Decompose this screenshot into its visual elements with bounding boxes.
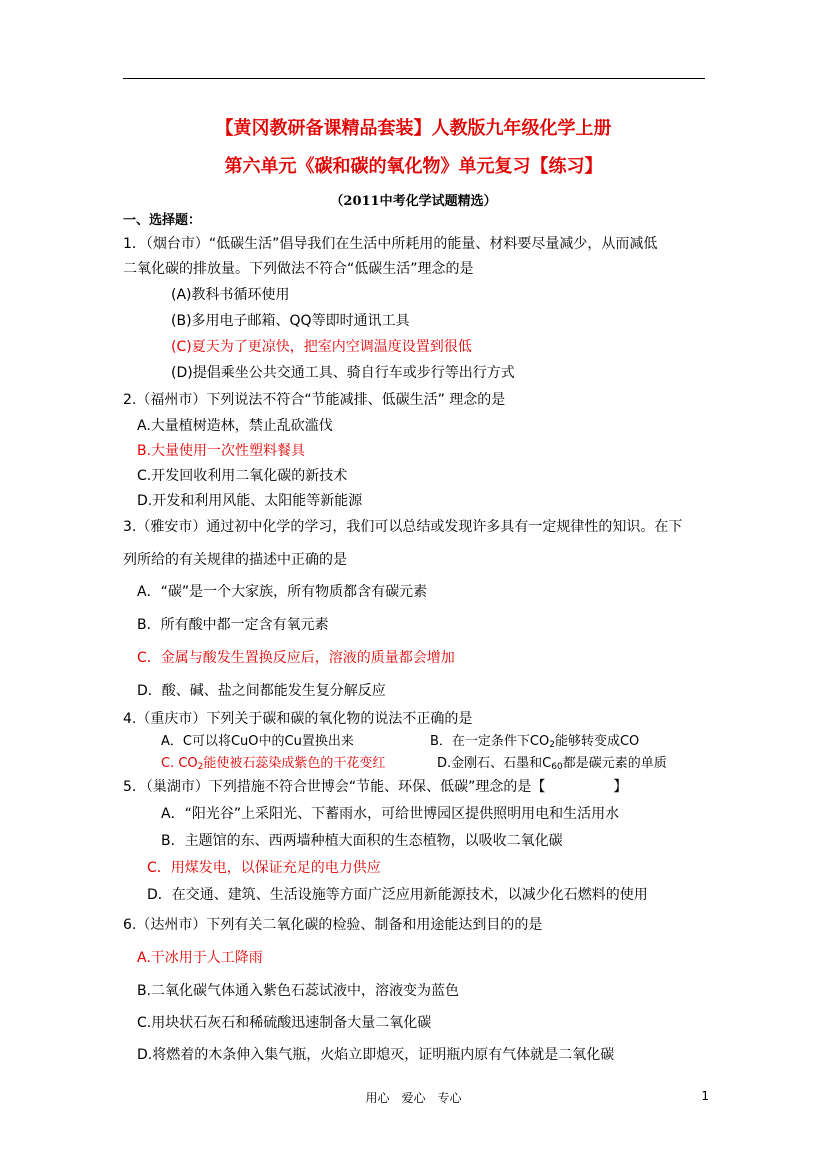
q4-option-b-text: B．在一定条件下CO — [430, 734, 550, 749]
document-subtitle: （2011中考化学试题精选） — [330, 194, 497, 209]
q6-option-b: B.二氧化碳气体通入紫色石蕊试液中，溶液变为蓝色 — [137, 983, 460, 999]
q1-option-b: (B)多用电子邮箱、QQ等即时通讯工具 — [171, 313, 410, 329]
q5-stem — [123, 778, 627, 796]
q4-option-d-subscript: 60 — [551, 762, 563, 772]
q4-stem: 4.（重庆市）下列关于碳和碳的氧化物的说法不正确的是 — [123, 711, 473, 727]
page-number: 1 — [701, 1089, 709, 1103]
q6-option-a-answer: A.干冰用于人工降雨 — [137, 950, 263, 966]
document-unit-title: 第六单元《碳和碳的氧化物》单元复习【练习】 — [224, 156, 603, 177]
q1-stem-line2: 二氧化碳的排放量。下列做法不符合“低碳生活”理念的是 — [123, 261, 474, 277]
q4-option-b — [430, 733, 639, 754]
q6-stem: 6.（达州市）下列有关二氧化碳的检验、制备和用途能达到目的的是 — [123, 917, 543, 933]
q4-option-c-subscript: 2 — [197, 762, 204, 772]
footer-motto: 用心 爱心 专心 — [365, 1091, 462, 1105]
q1-option-d: (D)提倡乘坐公共交通工具、骑自行车或步行等出行方式 — [171, 365, 515, 381]
q4-option-a-text: A．C可以将CuO中的Cu置换出来 — [161, 734, 354, 749]
q4-option-d — [437, 755, 667, 776]
q4-option-c-text: C. CO — [161, 756, 198, 771]
q1-stem-line1: 1．（烟台市）“低碳生活”倡导我们在生活中所耗用的能量、材料要尽量减少，从而减低 — [123, 236, 658, 252]
header-rule — [123, 78, 705, 79]
q4-option-b-subscript: 2 — [549, 740, 555, 750]
q5-option-a: A．“阳光谷”上采阳光、下蓄雨水，可给世博园区提供照明用电和生活用水 — [161, 806, 620, 822]
q2-option-d: D.开发和利用风能、太阳能等新能源 — [137, 493, 363, 509]
q5-option-b: B．主题馆的东、西两墙种植大面积的生态植物，以吸收二氧化碳 — [161, 833, 563, 849]
q4-option-d-text-end: 都是碳元素的单质 — [562, 756, 667, 771]
section-heading: 一、选择题： — [123, 213, 202, 228]
q3-stem-line2: 列所给的有关规律的描述中正确的是 — [123, 552, 347, 568]
q4-option-b-text-end: 能够转变成CO — [554, 734, 640, 749]
q4-option-c-answer — [161, 755, 385, 776]
q1-option-c-answer: (C)夏天为了更凉快，把室内空调温度设置到很低 — [171, 339, 472, 355]
q6-option-d: D.将燃着的木条伸入集气瓶，火焰立即熄灭，证明瓶内原有气体就是二氧化碳 — [137, 1047, 615, 1063]
q6-option-c: C.用块状石灰石和稀硫酸迅速制备大量二氧化碳 — [137, 1015, 432, 1031]
q3-option-b: B．所有酸中都一定含有氧元素 — [137, 617, 329, 633]
q2-option-c: C.开发回收利用二氧化碳的新技术 — [137, 468, 348, 484]
q4-option-c-text-end: 能使被石蕊染成紫色的干花变红 — [203, 756, 386, 771]
q2-stem: 2.（福州市）下列说法不符合“节能减排、低碳生活” 理念的是 — [123, 392, 506, 408]
q5-stem-text: 5．（巢湖市）下列措施不符合世博会“节能、环保、低碳”理念的是【 — [123, 779, 546, 795]
q2-option-a: A.大量植树造林，禁止乱砍滥伐 — [137, 418, 333, 434]
q3-option-c-answer: C．金属与酸发生置换反应后，溶液的质量都会增加 — [137, 650, 455, 666]
q3-option-a: A．“碳”是一个大家族，所有物质都含有碳元素 — [137, 584, 428, 600]
q5-option-d: D．在交通、建筑、生活设施等方面广泛应用新能源技术，以减少化石燃料的使用 — [147, 887, 648, 903]
q5-stem-bracket-close: 】 — [613, 779, 628, 795]
q5-option-c-answer: C．用煤发电，以保证充足的电力供应 — [147, 860, 381, 876]
q3-option-d: D．酸、碱、盐之间都能发生复分解反应 — [137, 683, 386, 699]
q4-option-a — [161, 733, 354, 751]
q4-option-d-text: D.金刚石、石墨和C — [437, 756, 552, 771]
q1-option-a: (A)教科书循环使用 — [171, 287, 290, 303]
q2-option-b-answer: B.大量使用一次性塑料餐具 — [137, 443, 306, 459]
document-title: 【黄冈教研备课精品套装】人教版九年级化学上册 — [215, 118, 612, 139]
q3-stem-line1: 3.（雅安市）通过初中化学的学习，我们可以总结或发现许多具有一定规律性的知识。在下 — [123, 519, 683, 535]
